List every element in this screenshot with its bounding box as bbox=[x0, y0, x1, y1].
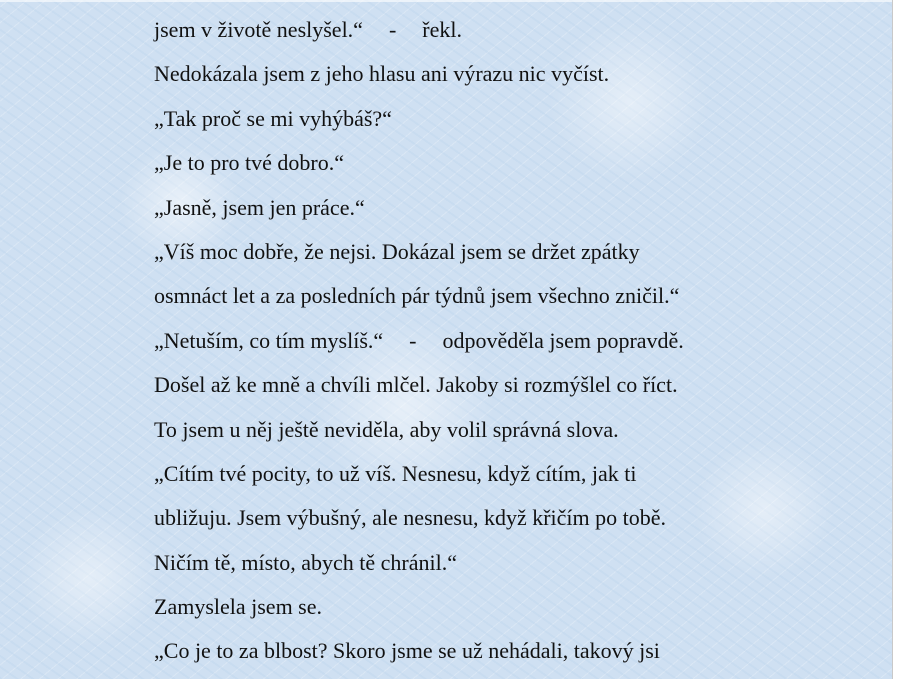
text-line-13 bbox=[154, 541, 814, 585]
text-line-5 bbox=[154, 186, 814, 230]
line-text: „Víš moc dobře, že nejsi. Dokázal jsem se držet zpátky bbox=[154, 238, 640, 264]
document-body[interactable] bbox=[154, 8, 814, 674]
text-line-7 bbox=[154, 274, 814, 318]
dash: - bbox=[409, 327, 417, 353]
line-text: „Jasně, jsem jen práce.“ bbox=[154, 194, 365, 220]
line-text: Došel až ke mně a chvíli mlčel. Jakoby si rozmýšlel co říct. bbox=[154, 372, 678, 398]
page-top-edge bbox=[0, 0, 899, 2]
line-text-after: odpověděla jsem popravdě. bbox=[442, 327, 684, 353]
text-line-2 bbox=[154, 52, 814, 96]
line-text: ubližuju. Jsem výbušný, ale nesnesu, když křičím po tobě. bbox=[154, 505, 667, 531]
line-text: „Co je to za blbost? Skoro jsme se už nehádali, takový jsi bbox=[154, 638, 660, 664]
line-text: „Je to pro tvé dobro.“ bbox=[154, 150, 344, 176]
text-line-1 bbox=[154, 8, 814, 52]
line-text: osmnáct let a za posledních pár týdnů jsem všechno zničil.“ bbox=[154, 283, 680, 309]
text-line-11 bbox=[154, 452, 814, 496]
text-line-15 bbox=[154, 629, 814, 673]
vertical-scrollbar[interactable] bbox=[892, 0, 899, 679]
text-line-10 bbox=[154, 408, 814, 452]
line-text: To jsem u něj ještě neviděla, aby volil správná slova. bbox=[154, 416, 619, 442]
line-text: Zamyslela jsem se. bbox=[154, 594, 323, 620]
line-text: Nedokázala jsem z jeho hlasu ani výrazu nic vyčíst. bbox=[154, 61, 610, 87]
text-line-9 bbox=[154, 363, 814, 407]
text-line-14 bbox=[154, 585, 814, 629]
line-text: jsem v životě neslyšel.“ bbox=[154, 17, 363, 42]
text-line-12 bbox=[154, 496, 814, 540]
line-text: „Cítím tvé pocity, to už víš. Nesnesu, když cítím, jak ti bbox=[154, 460, 637, 486]
line-text: „Tak proč se mi vyhýbáš?“ bbox=[154, 105, 392, 131]
text-line-6 bbox=[154, 230, 814, 274]
line-text: „Netuším, co tím myslíš.“ bbox=[154, 327, 384, 353]
dash: - bbox=[388, 17, 397, 42]
text-line-4 bbox=[154, 141, 814, 185]
text-line-3 bbox=[154, 97, 814, 141]
line-text: Ničím tě, místo, abych tě chránil.“ bbox=[154, 549, 458, 575]
line-text-after: řekl. bbox=[422, 17, 462, 42]
text-line-8 bbox=[154, 319, 814, 363]
